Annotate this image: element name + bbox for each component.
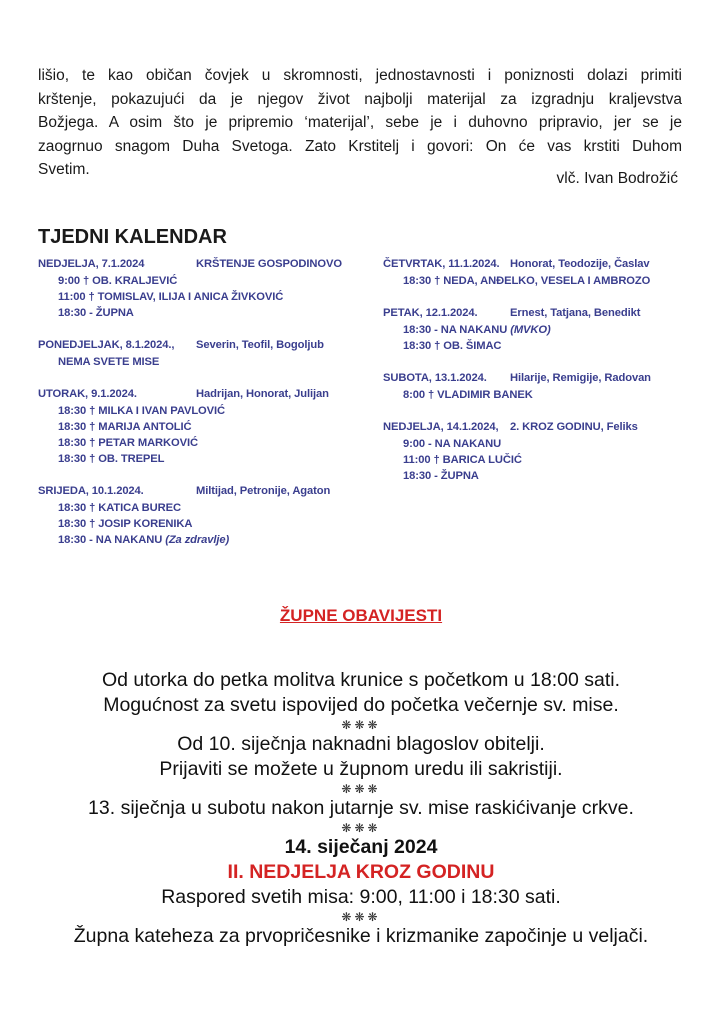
mass-entry: 18:30 † OB. TREPEL <box>58 453 165 465</box>
day-name: SRIJEDA, 10.1.2024. <box>38 485 144 497</box>
mass-entry: 18:30 - NA NAKANU (MVKO) <box>403 324 551 336</box>
mass-entry: 18:30 † OB. ŠIMAC <box>403 340 502 352</box>
calendar-day <box>38 256 368 321</box>
day-name: SUBOTA, 13.1.2024. <box>383 372 487 384</box>
mass-entry: 18:30 † KATICA BUREC <box>58 502 181 514</box>
day-saints: Severin, Teofil, Bogoljub <box>196 339 324 351</box>
intro-line: Svetim. <box>38 161 90 178</box>
notice-line: Mogućnost za svetu ispovijed do početka večernje sv. mise. <box>103 694 619 716</box>
intro-line: lišio, te kao običan čovjek u skromnosti, jednostavnosti i poniznosti dolazi primiti <box>38 67 682 84</box>
day-name: PETAK, 12.1.2024. <box>383 307 478 319</box>
notice-line: Raspored svetih misa: 9:00, 11:00 i 18:30 sati. <box>161 886 561 908</box>
notice-date: 14. siječanj 2024 <box>284 836 438 858</box>
separator-stars: ❋❋❋ <box>341 782 381 796</box>
notice-line: Prijaviti se možete u župnom uredu ili sakristiji. <box>159 758 563 780</box>
mass-entry: 18:30 † MILKA I IVAN PAVLOVIĆ <box>58 405 226 417</box>
mass-entry: 18:30 - NA NAKANU (Za zdravlje) <box>58 534 230 546</box>
day-name: PONEDJELJAK, 8.1.2024., <box>38 339 175 351</box>
author-signature: vlč. Ivan Bodrožić <box>556 170 678 187</box>
notice-line: Od 10. siječnja naknadni blagoslov obitelji. <box>177 733 545 755</box>
intro-line: krštenje, pokazujući da je njegov život najbolji materijal za izgradnju kraljevstva <box>38 90 682 108</box>
calendar-day <box>38 483 368 548</box>
separator-stars: ❋❋❋ <box>341 910 381 924</box>
calendar-left-column <box>38 256 368 564</box>
mass-entry: 18:30 † NEDA, ANĐELKO, VESELA I AMBROZO <box>403 275 651 287</box>
day-saints: Miltijad, Petronije, Agaton <box>196 485 331 497</box>
day-saints: Ernest, Tatjana, Benedikt <box>510 307 641 319</box>
mass-entry: 18:30 † MARIJA ANTOLIĆ <box>58 421 192 433</box>
day-saints: Hilarije, Remigije, Radovan <box>510 372 651 384</box>
mass-entry: 18:30 - ŽUPNA <box>58 307 134 319</box>
day-saints: Hadrijan, Honorat, Julijan <box>196 388 329 400</box>
mass-entry: 9:00 † OB. KRALJEVIĆ <box>58 275 178 287</box>
calendar-day <box>383 256 703 289</box>
day-name: NEDJELJA, 14.1.2024, <box>383 421 499 433</box>
intro-line: Božjega. A osim što je pripremio ‘materijal’, sebe je i duhovno pripravio, jer se je <box>38 114 682 131</box>
notice-sunday-title: II. NEDJELJA KROZ GODINU <box>227 861 495 883</box>
mass-entry: 11:00 † TOMISLAV, ILIJA I ANICA ŽIVKOVIĆ <box>58 291 284 303</box>
calendar-day <box>383 419 703 484</box>
day-saints: Honorat, Teodozije, Časlav <box>510 258 650 270</box>
day-saints: KRŠTENJE GOSPODINOVO <box>196 258 342 270</box>
day-saints: 2. KROZ GODINU, Feliks <box>510 421 638 433</box>
mass-entry: 18:30 † JOSIP KORENIKA <box>58 518 193 530</box>
intro-line: zaogrnuo snagom Duha Svetoga. Zato Krstitelj i govori: On će vas krstiti Duhom <box>38 137 682 155</box>
calendar-day <box>383 370 703 403</box>
calendar-day <box>38 337 368 370</box>
mass-entry: 9:00 - NA NAKANU <box>403 438 502 450</box>
day-name: NEDJELJA, 7.1.2024 <box>38 258 145 270</box>
mass-note: (Za zdravlje) <box>165 534 230 546</box>
calendar-day <box>383 305 703 354</box>
mass-entry: 11:00 † BARICA LUČIĆ <box>403 454 522 466</box>
notice-line: Od utorka do petka molitva krunice s početkom u 18:00 sati. <box>101 669 621 691</box>
mass-entry: 18:30 † PETAR MARKOVIĆ <box>58 437 198 449</box>
notice-line: 13. siječnja u subotu nakon jutarnje sv. mise raskićivanje crkve. <box>88 797 634 819</box>
separator-stars: ❋❋❋ <box>341 718 381 732</box>
calendar-day <box>38 386 368 467</box>
mass-entry: 8:00 † VLADIMIR BANEK <box>403 389 533 401</box>
calendar-title: TJEDNI KALENDAR <box>38 226 227 248</box>
notice-line: Župna kateheza za prvopričesnike i krizmanike započinje u veljači. <box>73 925 649 947</box>
notices-title: ŽUPNE OBAVIJESTI <box>279 606 443 625</box>
calendar-right-column <box>383 256 703 500</box>
day-name: UTORAK, 9.1.2024. <box>38 388 137 400</box>
separator-stars: ❋❋❋ <box>341 821 381 835</box>
mass-note: (MVKO) <box>510 324 551 336</box>
mass-entry: NEMA SVETE MISE <box>58 356 160 368</box>
intro-text <box>38 64 682 182</box>
day-name: ČETVRTAK, 11.1.2024. <box>383 258 500 270</box>
mass-entry: 18:30 - ŽUPNA <box>403 470 479 482</box>
notices-list <box>0 668 722 949</box>
